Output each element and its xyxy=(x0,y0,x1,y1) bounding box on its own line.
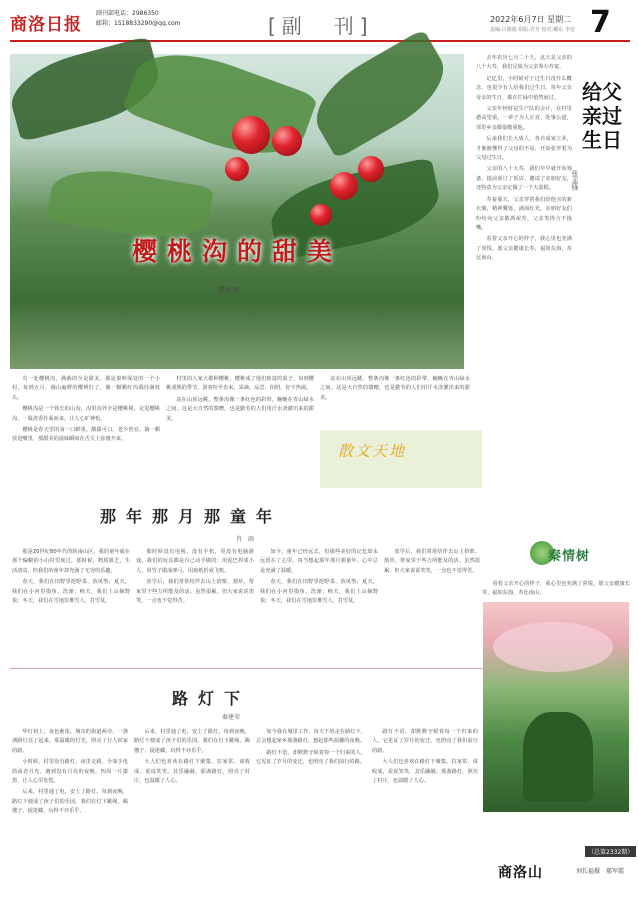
lamp-col-1 xyxy=(12,728,128,906)
cherry-shape xyxy=(330,172,358,200)
hero-title: 樱桃沟的甜美 xyxy=(131,237,342,266)
lamp-col-3 xyxy=(256,728,366,906)
issue-date: 2022年6月7日 星期二 xyxy=(490,15,572,24)
editor-credits: 责编:吕娟娟 组版:许芳 校对:戴东 李安 xyxy=(490,27,575,33)
page-number: 7 xyxy=(590,5,611,40)
paragraph: 樱桃是春天里的第一口鲜果，酸甜可口，老少皆宜。摘一颗放进嘴里，那甜美的滋味瞬间在舌尖上弥漫开来。 xyxy=(12,427,160,443)
paragraph: 父亲年轻时是生产队的会计，在村里德高望重，一辈子为人正直，处事公道，邻里乡亲都很敬重他。 xyxy=(476,106,572,131)
cherry-article-col-3 xyxy=(320,375,470,427)
essay-title: 给父亲过生日 xyxy=(582,80,622,152)
lamp-author: 秦建荣 xyxy=(222,714,241,721)
paragraph: 后来，村里通了电，安上了路灯。每到夜晚，路灯下便成了孩子们的乐园。我们在灯下跳绳、踢毽子、捉迷藏，玩得不亦乐乎。 xyxy=(134,729,250,754)
paragraph: 路灯不语，却默默守候着每一个归来的人。它见证了岁月的变迁，也照亮了我们前行的路。 xyxy=(372,729,478,754)
paragraph: 春天，我们在田野里挖野菜、放风筝；夏天，我们在小河里摸鱼、洗澡；秋天，我们上山摘野果；冬天，我们在雪地里堆雪人、打雪仗。 xyxy=(260,579,378,605)
paragraph: 站在山顶远眺，整条沟像一条红色的彩带，蜿蜒在青山绿水之间。这是大自然的馈赠，也是勤劳的人们用汗水浇灌出来的甜美。 xyxy=(320,376,470,401)
shangluo-mountain-photo xyxy=(483,602,629,812)
paragraph: 春天，我们在田野里挖野菜、放风筝；夏天，我们在小河里摸鱼、洗澡；秋天，我们上山摘野果；冬天，我们在雪地里堆雪人、打雪仗。 xyxy=(12,579,130,605)
blossom-shape xyxy=(493,622,613,672)
masthead-logo: 商洛日报 xyxy=(10,15,82,35)
section-title: [副 刊] xyxy=(268,14,374,38)
cherry-shape xyxy=(358,156,384,182)
paragraph: 记忆里，小时候对于过生日没什么概念，也很少有人给我们过生日。每年父亲母亲的生日，都在忙碌中悄然而过。 xyxy=(476,75,572,101)
childhood-col-1 xyxy=(12,548,130,660)
meta-email: 邮箱：1518833290@qq.com xyxy=(96,20,181,27)
photo-caption: 商洛山 xyxy=(498,865,543,881)
paragraph: 如今我在城里工作，每天下班走在路灯下，总会想起家乡那盏路灯，想起那些温馨的夜晚。 xyxy=(256,729,366,745)
masthead-meta xyxy=(96,9,181,29)
essay-right-body xyxy=(476,54,572,524)
leaf-shape xyxy=(302,29,458,160)
cherry-shape xyxy=(232,116,270,154)
hero-author: 秦延安 xyxy=(218,286,239,294)
column-logo-sheng-text: 秦情树 xyxy=(548,549,591,564)
meta-phone: 副刊部电话：2986350 xyxy=(96,10,159,17)
lamp-col-4 xyxy=(372,728,478,906)
paragraph: 小时候，村里没有路灯。夜里走路，全靠手电筒或者月光。遇到没有月亮的夜晚，四周一片漆黑，让人心里发慌。 xyxy=(12,759,128,785)
childhood-col-2 xyxy=(136,548,254,660)
paragraph: 站在山顶远眺，整条沟像一条红色的彩带，蜿蜒在青山绿水之间。这是大自然的馈赠，也是勤劳的人们用汗水浇灌出来的甜美。 xyxy=(166,396,314,422)
lamp-title: 路灯下 xyxy=(172,689,251,708)
paragraph: 放学后，我们常常结伴去山上拾柴、割草，帮家里干些力所能及的活。虽然很累，但大家说说笑笑，一点也不觉得苦。 xyxy=(136,579,254,605)
section-divider xyxy=(10,668,510,669)
childhood-author: 肖 雨 xyxy=(236,536,255,543)
paragraph: 华灯初上，夜色渐浓，城市的街道两旁，一盏盏路灯亮了起来。那温暖的灯光，照亮了行人回家的路。 xyxy=(12,729,128,754)
column-logo-text: 散文天地 xyxy=(338,442,407,460)
masthead-rule xyxy=(10,40,630,42)
cherry-shape xyxy=(272,126,302,156)
paragraph: 大人们也喜欢在路灯下聚集，拉家常、谈收成，说说笑笑，其乐融融。那盏路灯，照亮了村庄，也温暖了人心。 xyxy=(372,759,478,785)
paragraph: 放学后，我们常常结伴去山上拾柴、割草，帮家里干些力所能及的活。虽然很累，但大家说说笑笑，一点也不觉得苦。 xyxy=(384,549,480,574)
paragraph: 如今，童年已经远去，但那些美好的记忆却永远留在了心里。每当想起那年那月那童年，心中总是充满了温暖。 xyxy=(260,549,378,574)
paragraph: 那是20世纪80年代的陕南山区，我的童年就在那个偏僻的小山村里度过。那时候，物质匮乏，生活清贫，但我们的童年却充满了无穷的乐趣。 xyxy=(12,549,130,574)
paragraph: 后来我们长大成人，各自成家立业，才渐渐懂得了父母的不易，开始张罗着为父母过生日。 xyxy=(476,136,572,162)
paragraph: 去年农历七月二十九，这天是父亲的八十大寿，我们兄妹为父亲筹办寿宴。 xyxy=(476,55,572,71)
paragraph: 有一处樱桃沟，满载的全是甜美。那是秦岭深处的一个小村，每到五月，漫山遍野的樱桃红了，像一颗颗红玛瑙挂满枝头。 xyxy=(12,376,160,401)
essay-right-continued xyxy=(482,580,630,600)
paragraph: 樱桃沟是一个狭长的山沟，沟里沟外全是樱桃树。走进樱桃沟，一股清香扑面而来，让人心旷神怡。 xyxy=(12,406,160,422)
cherry-shape xyxy=(225,157,249,181)
cherry-shape xyxy=(310,204,332,226)
paragraph: 寿宴那天，父亲穿着我们给他买的新衣服，精神矍铄，满面红光。亲朋好友们纷纷向父亲敬酒祝寿，父亲笑得合不拢嘴。 xyxy=(476,196,572,231)
essay-author: 张孟锋 xyxy=(571,170,579,191)
paragraph: 大人们也喜欢在路灯下聚集，拉家常、谈收成，说说笑笑，其乐融融。那盏路灯，照亮了村庄，也温暖了人心。 xyxy=(134,759,250,785)
issue-number: （总第2332期） xyxy=(585,846,636,857)
childhood-col-4 xyxy=(384,548,480,660)
paragraph: 村里的人家大都种樱桃，樱桃成了他们致富的果子。每到樱桃成熟的季节，游客纷至沓来，采摘、品尝、拍照，好不热闹。 xyxy=(166,376,314,392)
tree-shape xyxy=(523,712,593,802)
paragraph: 后来，村里通了电，安上了路灯。每到夜晚，路灯下便成了孩子们的乐园。我们在灯下跳绳、踢毽子、捉迷藏，玩得不亦乐乎。 xyxy=(12,789,128,815)
lamp-col-2 xyxy=(134,728,250,906)
paragraph: 看着父亲开心的样子，我心里也充满了喜悦。愿父亲健康长寿，福如东海，寿比南山。 xyxy=(476,236,572,262)
childhood-col-3 xyxy=(260,548,378,660)
childhood-title: 那年那月那童年 xyxy=(100,507,283,526)
paragraph: 那时候没有电视，没有手机，更没有电脑游戏。我们的玩具都是自己动手做的：用泥巴捏成小人，用竹子做成弹弓，用废纸折成飞机。 xyxy=(136,549,254,574)
paragraph: 看着父亲开心的样子，我心里也充满了喜悦。愿父亲健康长寿，福如东海，寿比南山。 xyxy=(482,581,630,597)
paragraph: 路灯不语，却默默守候着每一个归来的人。它见证了岁月的变迁，也照亮了我们前行的路。 xyxy=(256,749,366,766)
hero-cherry-photo xyxy=(10,54,464,369)
paragraph: 父亲的八十大寿，我们早早就开始筹备。提前预订了饭店，邀请了亲朋好友，还特意为父亲定做了一个大蛋糕。 xyxy=(476,166,572,192)
photo-credit: 刘长福摄 郝军霞 xyxy=(576,868,625,875)
